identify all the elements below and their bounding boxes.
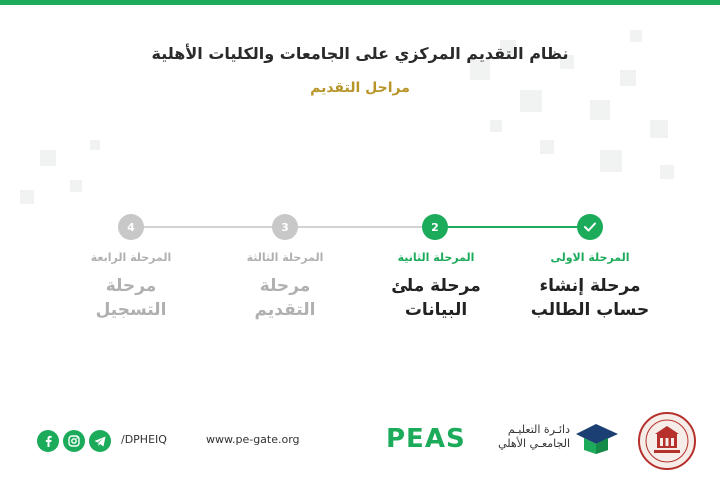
- facebook-icon[interactable]: [37, 430, 59, 452]
- step-title-line2: التسجيل: [95, 300, 167, 320]
- step-node-3: [272, 214, 298, 240]
- step-title-line2: حساب الطالب: [530, 300, 650, 320]
- step-title-line1: مرحلة ملئ: [391, 276, 481, 296]
- website-link[interactable]: www.pe-gate.org: [206, 433, 300, 446]
- progress-line-completed: [448, 226, 590, 228]
- step-node-1: [577, 214, 603, 240]
- step-2: [366, 251, 506, 322]
- step-number: 3: [281, 220, 289, 234]
- ministry-seal: [638, 412, 696, 470]
- check-icon: [584, 222, 596, 232]
- step-title-line2: التقديم: [254, 300, 316, 320]
- department-name: [482, 423, 570, 451]
- peas-logo: PEAS: [386, 424, 466, 454]
- step-title-line1: مرحلة: [105, 276, 157, 296]
- page-subtitle: مراحل التقديم: [310, 80, 410, 96]
- step-3: [215, 251, 355, 322]
- instagram-icon[interactable]: [63, 430, 85, 452]
- step-number: 2: [431, 220, 439, 234]
- page-title: نظام التقديم المركزي على الجامعات والكليات الأهلية: [151, 44, 569, 63]
- progress-line-upcoming-b: [132, 226, 290, 228]
- step-title-line1: مرحلة: [259, 276, 311, 296]
- social-handle[interactable]: /DPHEIQ: [121, 433, 167, 446]
- step-label: المرحلة الاولى: [550, 251, 630, 264]
- department-line2: الجامعـي الأهلي: [498, 437, 570, 450]
- step-node-2: [422, 214, 448, 240]
- department-line1: دائـرة التعليـم: [507, 423, 570, 436]
- step-label: المرحلة الرابعة: [90, 251, 172, 264]
- step-1: [520, 251, 660, 322]
- step-node-4: [118, 214, 144, 240]
- step-title-line2: البيانات: [404, 300, 468, 320]
- step-label: المرحلة الثانية: [397, 251, 475, 264]
- step-label: المرحلة الثالثة: [246, 251, 324, 264]
- step-4: [61, 251, 201, 322]
- telegram-icon[interactable]: [89, 430, 111, 452]
- graduation-cap-icon: [574, 422, 620, 456]
- step-number: 4: [127, 220, 135, 234]
- step-title-line1: مرحلة إنشاء: [539, 276, 641, 296]
